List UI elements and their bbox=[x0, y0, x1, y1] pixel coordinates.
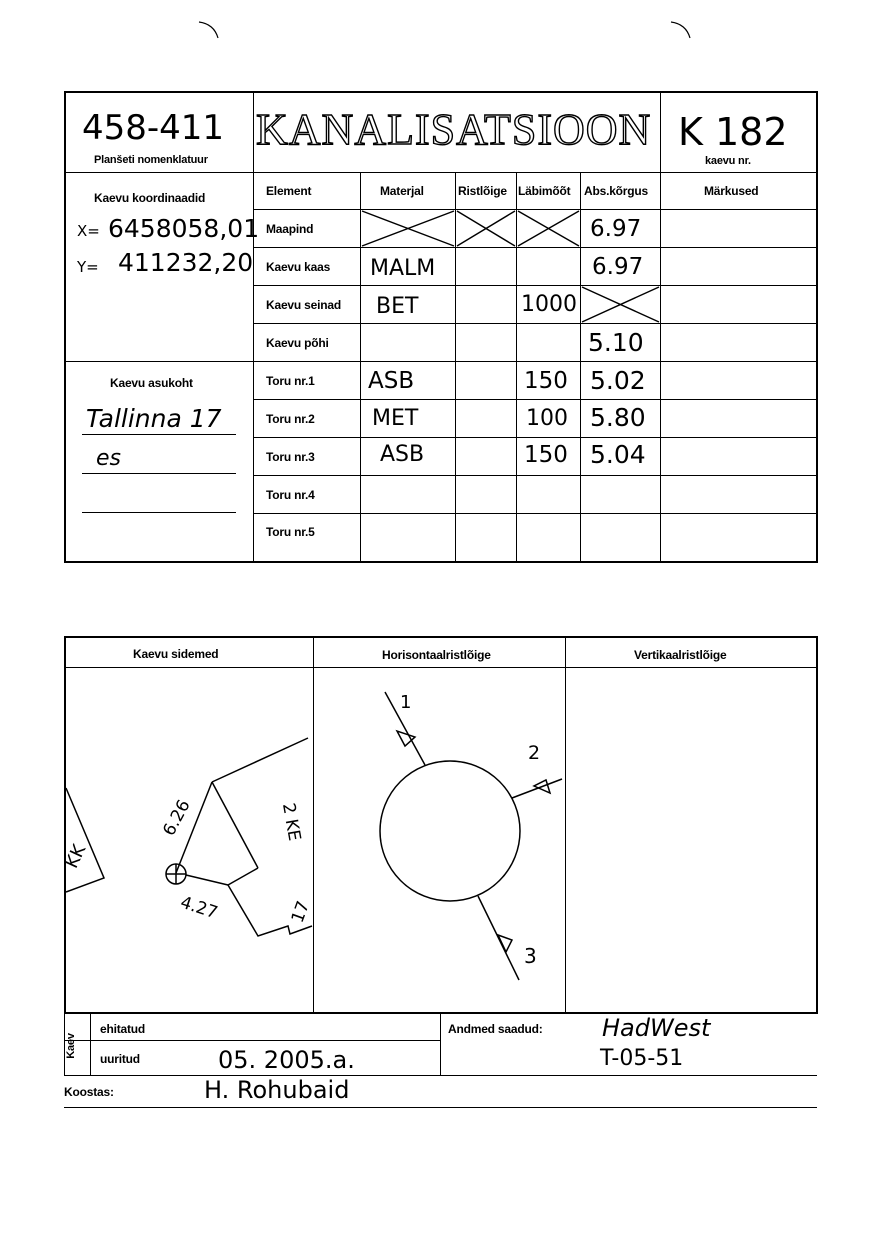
row-elevation: 6.97 bbox=[590, 216, 642, 242]
data-source-reference: T-05-51 bbox=[600, 1046, 684, 1071]
ties-header: Kaevu sidemed bbox=[133, 647, 219, 661]
well-label: Kaev bbox=[64, 1033, 77, 1059]
x-coordinate: 6458058,01 bbox=[108, 214, 260, 243]
building-label-17: 17 bbox=[287, 898, 314, 926]
y-prefix: Y= bbox=[77, 258, 99, 276]
horizontal-section-header: Horisontaalristlõige bbox=[382, 648, 491, 662]
row-element: Toru nr.5 bbox=[266, 525, 315, 539]
row-diameter: 1000 bbox=[521, 292, 577, 317]
row-element: Kaevu seinad bbox=[266, 298, 341, 312]
surveyed-label: uuritud bbox=[100, 1052, 140, 1066]
row-material: BET bbox=[376, 294, 419, 319]
data-source-label: Andmed saadud: bbox=[448, 1022, 543, 1036]
row-diameter: 100 bbox=[526, 406, 568, 431]
row-elevation: 6.97 bbox=[592, 254, 644, 280]
building-label-kk: KK bbox=[61, 841, 91, 872]
row-element: Kaevu põhi bbox=[266, 336, 329, 350]
built-label: ehitatud bbox=[100, 1022, 146, 1036]
column-header-material: Materjal bbox=[380, 184, 424, 198]
sheet-number: 458-411 bbox=[82, 108, 225, 148]
row-element: Kaevu kaas bbox=[266, 260, 331, 274]
pipe-label-2: 2 bbox=[528, 742, 541, 764]
column-header-elevation: Abs.kõrgus bbox=[584, 184, 649, 198]
x-prefix: X= bbox=[77, 222, 100, 240]
y-coordinate: 411232,20 bbox=[118, 248, 254, 277]
vertical-section-header: Vertikaalristlõige bbox=[634, 648, 727, 662]
row-elevation: 5.02 bbox=[590, 366, 646, 395]
tie-distance-2: 4.27 bbox=[177, 892, 221, 924]
data-source-company: HadWest bbox=[602, 1014, 711, 1042]
building-label-2ke: 2 KE bbox=[277, 801, 305, 843]
row-element: Toru nr.1 bbox=[266, 374, 315, 388]
location-line-2: es bbox=[96, 446, 121, 471]
well-number-label: kaevu nr. bbox=[705, 155, 751, 167]
row-material: ASB bbox=[380, 442, 425, 467]
tie-distance-1: 6.26 bbox=[159, 796, 195, 840]
row-element: Maapind bbox=[266, 222, 314, 236]
compiled-by-name: H. Rohubaid bbox=[204, 1076, 350, 1104]
row-element: Toru nr.3 bbox=[266, 450, 315, 464]
row-element: Toru nr.2 bbox=[266, 412, 315, 426]
coordinates-label: Kaevu koordinaadid bbox=[94, 191, 206, 205]
pipe-label-3: 3 bbox=[524, 944, 537, 968]
form-title: KANALISATSIOON bbox=[256, 105, 652, 154]
compiled-by-label: Koostas: bbox=[64, 1085, 114, 1099]
row-diameter: 150 bbox=[524, 442, 568, 468]
location-line-1: Tallinna 17 bbox=[86, 404, 222, 433]
location-label: Kaevu asukoht bbox=[110, 376, 193, 390]
pipe-label-1: 1 bbox=[400, 692, 412, 713]
row-material: MALM bbox=[370, 256, 436, 281]
column-header-diameter: Läbimõõt bbox=[518, 184, 571, 198]
sheet-number-label: Planšeti nomenklatuur bbox=[94, 154, 208, 166]
column-header-section: Ristlõige bbox=[458, 184, 507, 198]
row-material: MET bbox=[372, 406, 419, 431]
row-elevation: 5.04 bbox=[590, 440, 646, 469]
row-element: Toru nr.4 bbox=[266, 488, 315, 502]
surveyed-date: 05. 2005.a. bbox=[218, 1046, 355, 1074]
well-number: K 182 bbox=[678, 110, 788, 154]
row-material: ASB bbox=[368, 368, 415, 394]
row-elevation: 5.10 bbox=[588, 328, 644, 357]
row-diameter: 150 bbox=[524, 368, 568, 394]
row-elevation: 5.80 bbox=[590, 403, 646, 432]
column-header-element: Element bbox=[266, 184, 312, 198]
column-header-notes: Märkused bbox=[704, 184, 759, 198]
